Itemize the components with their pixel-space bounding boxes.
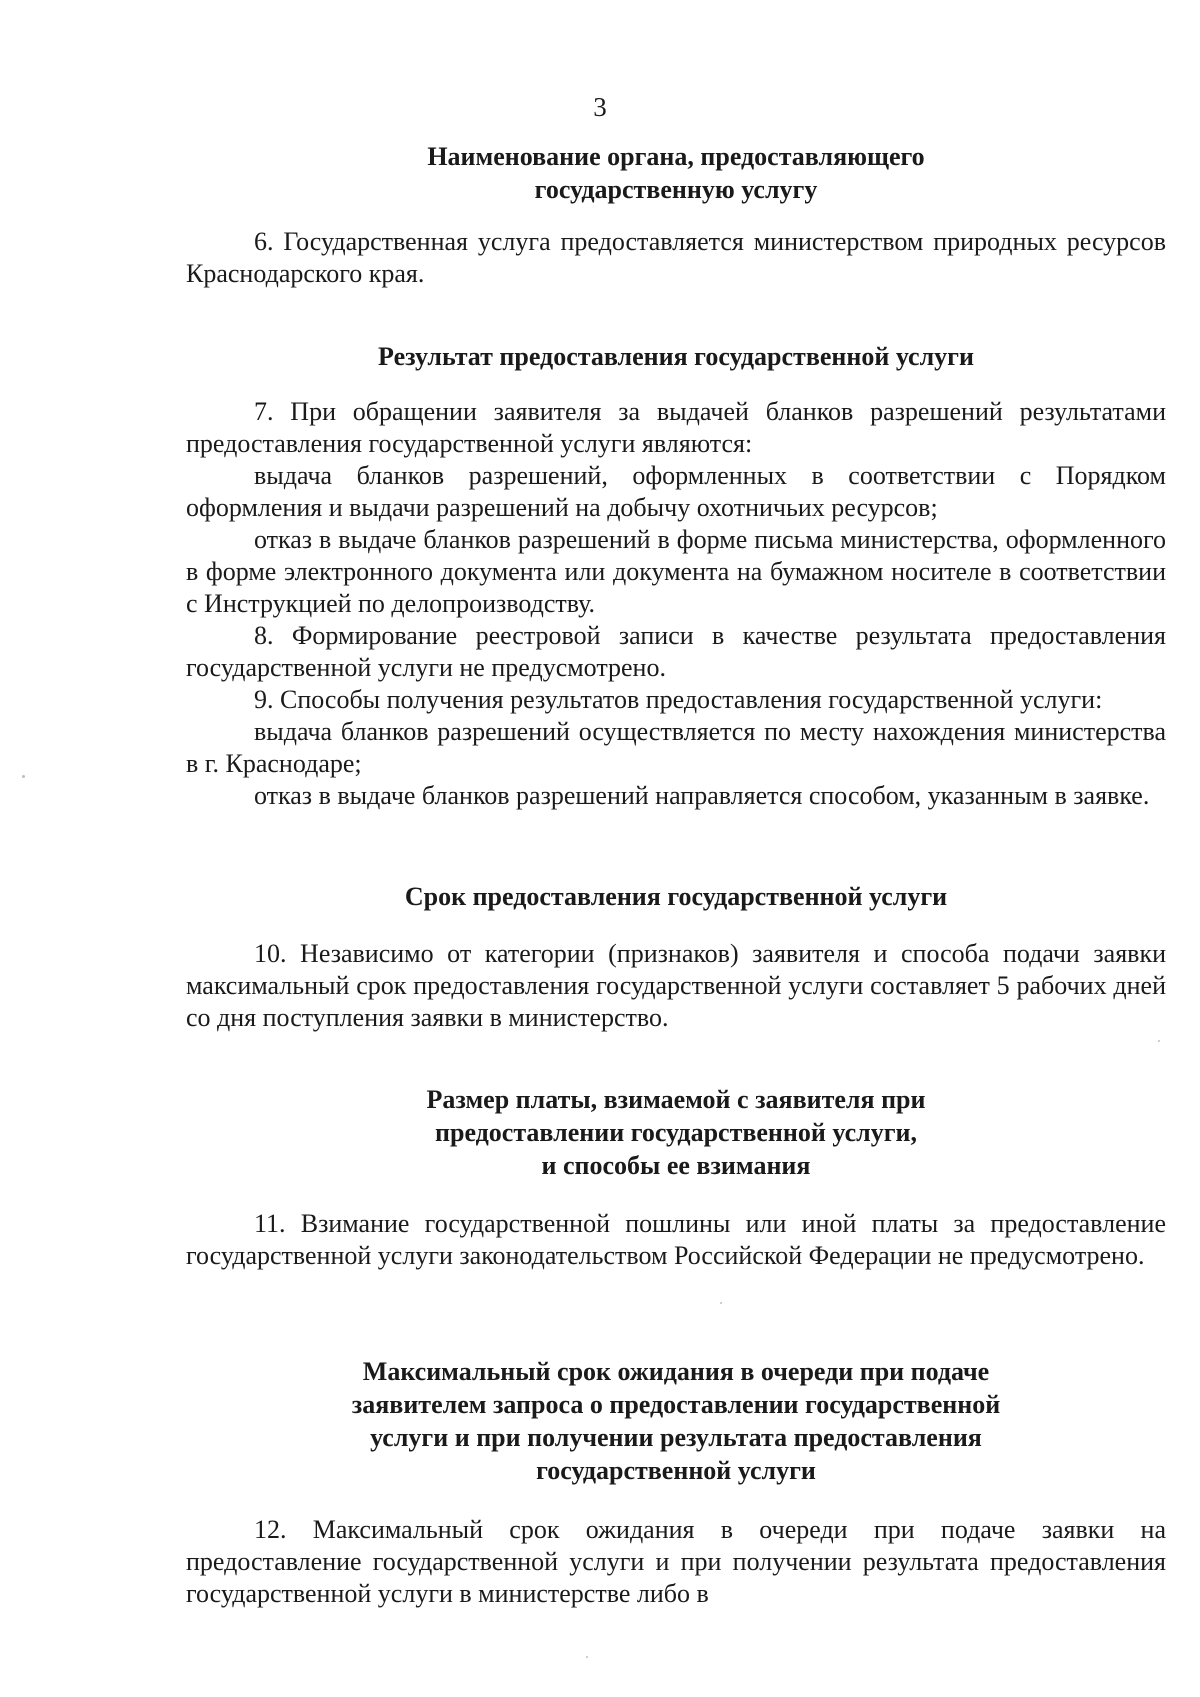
section-result-body [186, 396, 1166, 812]
section-term [186, 880, 1166, 913]
heading-line: Наименование органа, предоставляющего [427, 142, 925, 171]
section-heading [186, 140, 1166, 206]
scan-speck [586, 1656, 588, 1658]
section-queue [186, 1355, 1166, 1487]
section-heading [186, 880, 1166, 913]
paragraph-10 [186, 938, 1166, 1034]
paragraph: отказ в выдаче бланков разрешений в форме письма министерства, оформленного в форме электронного документа или документа на бумажном носителе в соответствии с Инструкцией по делопроизводству. [186, 525, 1166, 618]
paragraph-12 [186, 1514, 1166, 1610]
paragraph: 10. Независимо от категории (признаков) заявителя и способа подачи заявки максимальный срок предоставления государственной услуги составляет 5 рабочих дней со дня поступления заявки в министерство. [186, 939, 1166, 1032]
paragraph: 11. Взимание государственной пошлины или иной платы за предоставление государственной услуги законодательством Российской Федерации не предусмотрено. [186, 1209, 1166, 1270]
scan-speck [720, 1302, 722, 1304]
paragraph: отказ в выдаче бланков разрешений направляется способом, указанным в заявке. [254, 781, 1150, 810]
heading-line: услуги и при получении результата предоставления [370, 1423, 982, 1452]
section-heading [186, 1355, 1166, 1487]
heading-line: заявителем запроса о предоставлении государственной [351, 1390, 1001, 1419]
section-organ [186, 140, 1166, 206]
paragraph: выдача бланков разрешений осуществляется по месту нахождения министерства в г. Краснодаре; [186, 717, 1166, 778]
paragraph: 9. Способы получения результатов предоставления государственной услуги: [254, 685, 1103, 714]
section-heading [186, 340, 1166, 373]
heading-line: государственную услугу [534, 175, 818, 204]
heading-line: Максимальный срок ожидания в очереди при подаче [362, 1357, 990, 1386]
scan-speck [22, 775, 25, 778]
section-result [186, 340, 1166, 373]
section-fee [186, 1083, 1166, 1182]
paragraph-6 [186, 226, 1166, 290]
heading-line: государственной услуги [536, 1456, 816, 1485]
paragraph: 7. При обращении заявителя за выдачей бланков разрешений результатами предоставления государственной услуги являются: [186, 397, 1166, 458]
heading-line: и способы ее взимания [541, 1151, 811, 1180]
heading-line: предоставлении государственной услуги, [435, 1118, 917, 1147]
section-heading [186, 1083, 1166, 1182]
paragraph: выдача бланков разрешений, оформленных в соответствии с Порядком оформления и выдачи разрешений на добычу охотничьих ресурсов; [186, 461, 1166, 522]
scan-speck [1158, 1040, 1160, 1042]
paragraph: 12. Максимальный срок ожидания в очереди при подаче заявки на предоставление государственной услуги и при получении результата предоставления государственной услуги в министерстве либо в [186, 1515, 1166, 1608]
heading-line: Результат предоставления государственной услуги [378, 342, 974, 371]
heading-line: Срок предоставления государственной услуги [404, 882, 948, 911]
paragraph: 6. Государственная услуга предоставляется министерством природных ресурсов Краснодарского края. [186, 227, 1166, 288]
paragraph: 8. Формирование реестровой записи в качестве результата предоставления государственной услуги не предусмотрено. [186, 621, 1166, 682]
paragraph-11 [186, 1208, 1166, 1272]
heading-line: Размер платы, взимаемой с заявителя при [426, 1085, 926, 1114]
page-number: 3 [593, 92, 607, 122]
